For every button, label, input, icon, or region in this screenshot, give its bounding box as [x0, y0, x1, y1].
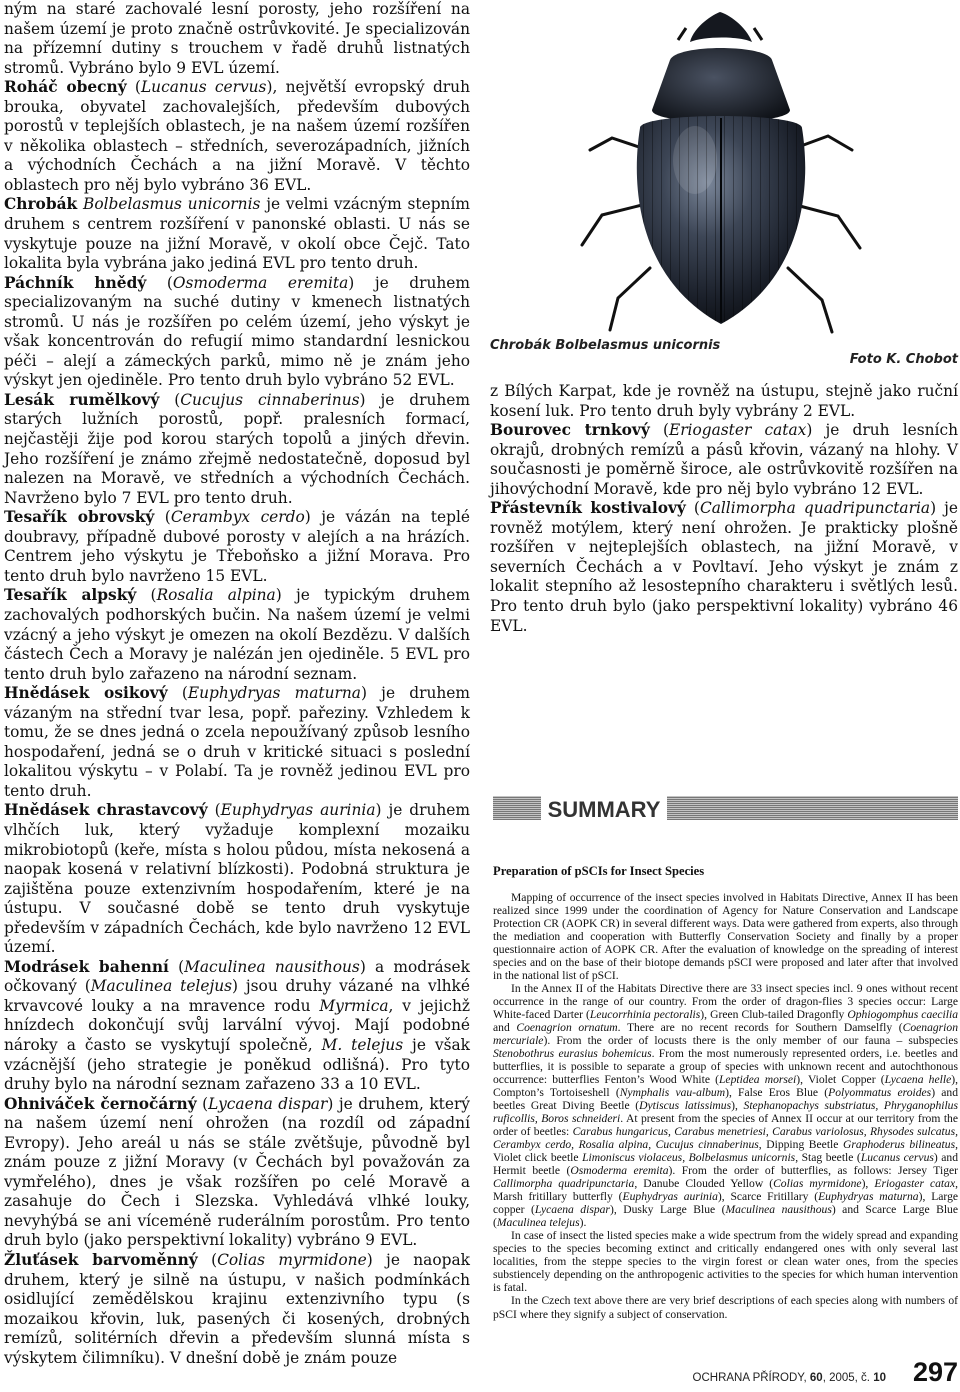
latin-name-italic: Maculinea telejus: [496, 1216, 580, 1230]
para-intro-continued: ným na staré zachovalé lesní porosty, jeho rozšíření na našem území je proto značně ostrůvkovité. Je specializován na přízemní dutiny s trouchem v řadě druhů listnatých stromů. Vybráno bylo 9 EVL území.: [4, 0, 470, 77]
latin-name-italic: Colias myrmidone: [773, 1177, 862, 1191]
para-bolbelasmus-unicornis: Chrobák Bolbelasmus unicornis je velmi vzácným stepním druhem s centrem rozšíření v panonské oblasti. U nás se vyskytuje pouze na jižní Moravě, v okolí obce Čejč. Tato lokalita byla vybrána jako jediná EVL pro tento druh.: [4, 195, 470, 273]
summary-title: Preparation of pSCIs for Insect Species: [493, 864, 705, 878]
latin-name-italic: Colias myrmidone: [217, 1251, 367, 1269]
latin-name-italic: Leucorrhinia pectoralis: [589, 1008, 701, 1022]
species-name-bold: Lesák rumělkový: [4, 390, 160, 409]
species-name-bold: Páchník hnědý: [4, 273, 147, 292]
latin-name-italic: Stephanopachys substriatus, Phryganophilus ruficollis, Boros schneideri: [493, 1099, 958, 1126]
para-euphydryas-aurinia: Hnědásek chrastavcový (Euphydryas aurinia) je druhem vlhčích luk, který vyžaduje komplexní mozaiku mikrobiotopů (keře, místa s holou půdou, místa nekosená a naopak kosená v relativní blízkosti). Podobná struktura je zajištěna pouze extenzivním hospodařením, které je na ústupu. V současné době se tento druh vyskytuje především v západních Čechách, kde bylo navrženo 12 EVL území.: [4, 801, 470, 957]
para-cucujus-cinnaberinus: Lesák rumělkový (Cucujus cinnaberinus) je druhem starých lužních porostů, popř. pralesních formací, nejčastěji žije pod korou starých topolů a jiných dřevin. Jeho rozšíření je známo zřejmě nedostatečně, doposud byl nalezen na Moravě, ve středních a východních Čechách. Navrženo bylo 7 EVL pro tento druh.: [4, 390, 470, 507]
latin-name-italic: Cerambyx cerdo: [170, 508, 305, 527]
summary-para-2: In the Annex II of the Habitats Directive there are 33 insect species incl. 9 ones without recent occurrence in the range of our country. From the order of dragon-flies 3 species occur: Large White-faced Darter (Leucorrhinia pectoralis), Green Club-tailed Dragonfly Ophiogomphus caecilia and Coenagrion ornatum. There are no recent records for Southern Damselfly (Coenagrion mercuriale). From the order of locusts there is the only member of our fauna – subspecies Stenobothrus eurasius bohemicus. From the most numerously represented orders, i.e. beetles and butterflies, it is possible to separate a group of species with unknown recent and autochthonous occurrence: butterflies Fenton’s Wood White (Leptidea morsei), Violet Copper (Lycaena helle), Compton’s Tortoiseshell (Nymphalis vau-album), False Eros Blue (Polyommatus eroides) and beetles Great Diving Beetle (Dytiscus latissimus), Stephanopachys substriatus, Phryganophilus ruficollis, Boros schneideri. At present from the species of Annex II occur at our territory from the order of beetles: Carabus hungaricus, Carabus menetriesi, Carabus variolosus, Rhysodes sulcatus, Cerambyx cerdo, Rosalia alpina, Cucujus cinnaberinus, Dipping Beetle Graphoderus bilineatus, Violet click beetle Limoniscus violaceus, Bolbelasmus unicornis, Stag beetle (Lucanus cervus) and Hermit beetle (Osmoderma eremita). From the order of butterflies, as follows: Jersey Tiger Callimorpha quadripunctaria, Danube Clouded Yellow (Colias myrmidone), Eriogaster catax, Marsh fritillary butterfly (Euphydryas aurinia), Scarce Fritillary (Euphydryas maturna), Large copper (Lycaena dispar), Dusky Large Blue (Maculinea nausithous) and Scarce Large Blue (Maculinea telejus).: [493, 982, 959, 1230]
species-name-bold: Roháč obecný: [4, 78, 127, 97]
para-eriogaster-catax: Bourovec trnkový (Eriogaster catax) je druh lesních okrajů, drobných remízů a pásů křovin, vázaný na hlohy. V současnosti je poměrně široce, ale ostrůvkovitě rozšířen na jihovýchodní Moravě, kde pro něj bylo vybráno 12 EVL.: [490, 421, 959, 498]
latin-name-italic: Cucujus cinnaberinus: [180, 390, 360, 409]
latin-name-italic: Euphydryas maturna: [818, 1190, 919, 1204]
para-lycaena-dispar: Ohniváček černočárný (Lycaena dispar) je druhem, který na našem území není ohrožen (na rozdíl od západní Evropy). Jeho areál u nás se stále zvětšuje, původně byl znám pouze z jižní Moravy (v Čechách byl považován za vymřelého), dnes je však rozšířen po celé Moravě a zasahuje do Čech i Slezska. Vyhledává vlhké louky, nevyhýbá se ani víceméně ruderálním porostům. Pro tento druh bylo (jako perspektivní lokality) vybráno 9 EVL.: [4, 1094, 470, 1250]
journal-citation: [693, 1372, 886, 1384]
journal-volume: 60: [809, 1372, 823, 1384]
latin-name-italic: Maculinea nausithous: [725, 1203, 832, 1217]
journal-issue: 10: [873, 1372, 886, 1384]
para-maculinea: Modrásek bahenní (Maculinea nausithous) a modrásek očkovaný (Maculinea telejus) jsou druhy vázané na vlhké krvavcové louky a na mravence rodu Myrmica, v jejichž hnízdech dokončují svůj larvální vývoj. Mají podobné nároky a často se vyskytují společně, M. telejus je však vzácnější (jeho strategie je poněkud odlišná). Pro tyto druhy bylo na národní seznam zařazeno 33 a 10 EVL.: [4, 957, 471, 1094]
latin-name-italic: M. telejus: [321, 1035, 404, 1054]
species-name-bold: Žluťásek barvoměnný: [4, 1251, 198, 1269]
latin-name-italic: Lycaena dispar: [208, 1094, 328, 1113]
latin-name-italic: Stenobothrus eurasius bohemicus: [493, 1047, 652, 1061]
latin-name-italic: Rosalia alpina: [156, 586, 276, 605]
article-right-column: [490, 382, 958, 636]
latin-name-italic: Nymphalis vau-album: [619, 1086, 726, 1100]
species-name-bold: Přástevník kostivalový: [490, 499, 686, 518]
para-lucanus-cervus: Roháč obecný (Lucanus cervus), největší evropský druh brouka, obyvatel zachovalejších, především dubových porostů v teplejších oblastech, je na našem území rozšířen v několika oblastech – středních, severozápadních, jižních a východních Čechách a na jižní Moravě. V těchto oblastech pro něj bylo vybráno 36 EVL.: [4, 78, 470, 194]
latin-name-italic: Euphydryas aurinia: [220, 801, 376, 820]
latin-name-italic: Callimorpha quadripunctaria: [493, 1177, 635, 1191]
para-cerambyx-cerdo: Tesařík obrovský (Cerambyx cerdo) je vázán na teplé doubravy, případně dubové porosty v alejích a na hrázích. Centrem jeho výskytu je Třeboňsko a jižní Morava. Pro tento druh bylo navrženo 15 EVL.: [4, 508, 470, 585]
latin-name-italic: Maculinea telejus: [90, 977, 233, 996]
para-colias-myrmidone: Žluťásek barvoměnný (Colias myrmidone) je naopak druhem, který je silně na ústupu, v našich podmínkách osidlující zemědělskou krajinu extenzivního typu (s mozaikou křovin, luk, pasených či kosených, drobných remízů, solitérních dřevin a především slunná místa s výskytem čilimníku). V dnešní době je znám pouze: [4, 1251, 470, 1367]
latin-name-italic: Maculinea nausithous: [184, 957, 360, 976]
species-name-bold: Tesařík alpský: [4, 586, 137, 605]
para-osmoderma-eremita: Páchník hnědý (Osmoderma eremita) je druhem specializovaným na suché dutiny v kmenech listnatých stromů. U nás je rozšířen po celém území, jeho výskyt je však koncentrován do refugií mimo standardní lesnickou péči – alejí a zámeckých parků, mimo ně je znám jeho výskyt jen ojediněle. Pro tento druh bylo vybráno 52 EVL.: [4, 273, 470, 390]
latin-name-italic: Osmoderma eremita: [172, 273, 349, 292]
summary-para-1: Mapping of occurrence of the insect species involved in Habitats Directive, Annex II has been realized since 1999 under the coordination of Agency for Nature Conservation and Landscape Protection CR (AOPK CR) in several different ways. Data were gathered from experts, also through the mediation and cooperation with Butterfly Conservation Society and finally by a proper questionnaire action of AOPK CR. After the evaluation of knowledge on the spreading of interest species and on the base of their biotope demands pSCI were proposed and later after that involved in the national list of pSCI.: [493, 891, 958, 983]
latin-name-italic: Dytiscus latissimus: [639, 1099, 732, 1113]
latin-name-italic: Euphydryas maturna: [187, 684, 361, 703]
species-name-bold: Ohniváček černočárný: [4, 1094, 197, 1113]
latin-name-italic: Lycaena dispar: [534, 1203, 610, 1217]
species-name-bold: Hnědásek osikový: [4, 684, 168, 703]
latin-name-italic: Coenagrion mercuriale: [493, 1021, 958, 1048]
latin-name-italic: Lucanus cervus: [140, 78, 267, 97]
journal-name: OCHRANA PŘÍRODY,: [692, 1372, 810, 1384]
latin-name-italic: Euphydryas aurinia: [622, 1190, 718, 1204]
latin-name-italic: Polyommatus eroides: [828, 1086, 932, 1100]
para-rosalia-alpina: Tesařík alpský (Rosalia alpina) je typickým druhem zachovalých podhorských bučin. Na našem území je velmi vzácný a jeho výskyt je omezen na okolí Bezdězu. V dalších částech Čech a Moravy je nalézán jen ojediněle. 5 EVL pro tento druh bylo zařazeno na národní seznam.: [4, 586, 471, 683]
latin-name-italic: Limoniscus violaceus, Bolbelasmus unicornis: [582, 1151, 796, 1165]
latin-name-italic: Myrmica: [319, 996, 389, 1015]
latin-name-italic: Bolbelasmus unicornis: [83, 195, 261, 214]
species-name-bold: Chrobák: [4, 195, 78, 214]
latin-name-italic: Osmoderma eremita: [570, 1164, 669, 1178]
summary-para-4: In the Czech text above there are very brief descriptions of each species along with numbers of pSCI where they signify a subject of conservation.: [493, 1294, 958, 1321]
journal-year: , 2005, č.: [822, 1372, 874, 1384]
para-euphydryas-maturna: Hnědásek osikový (Euphydryas maturna) je druhem vázaným na střední tvar lesa, popř. pařeziny. Vzhledem k tomu, že se dnes jedná o zcela nepoužívaný způsob lesního hospodaření, jedná se o druh v kritické situaci s poslední lokalitou výskytu – v Polabí. Ta je rovněž jedinou EVL pro tento druh.: [4, 684, 470, 800]
beetle-icon: [490, 0, 958, 338]
page-footer: [660, 1357, 958, 1388]
latin-name-italic: Callimorpha quadripunctaria: [699, 499, 931, 518]
summary-heading: SUMMARY: [541, 794, 667, 826]
beetle-photo: [490, 0, 958, 338]
page-number: 297: [912, 1357, 958, 1387]
species-name-bold: Modrásek bahenní: [4, 957, 169, 976]
species-name-bold: Bourovec trnkový: [490, 421, 650, 440]
latin-name-italic: Leptidea morsei: [718, 1073, 797, 1087]
latin-name-italic: Eriogaster catax: [668, 421, 807, 440]
article-left-column: [4, 0, 470, 1368]
latin-name-italic: Graphoderus bilineatus: [842, 1138, 956, 1152]
latin-name-italic: Lycaena helle: [884, 1073, 952, 1087]
latin-name-italic: Carabus hungaricus, Carabus menetriesi, Carabus variolosus, Rhysodes sulcatus, Cerambyx cerdo, Rosalia alpina, Cucujus cinnaberinus: [493, 1125, 958, 1152]
latin-name-italic: Eriogaster catax: [874, 1177, 956, 1191]
para-colias-continued: z Bílých Karpat, kde je rovněž na ústupu, stejně jako ruční kosení luk. Pro tento druh byly vybrány 2 EVL.: [490, 382, 958, 420]
latin-name-italic: Lucanus cervus: [860, 1151, 934, 1165]
species-name-bold: Tesařík obrovský: [4, 508, 155, 527]
species-name-bold: Hnědásek chrastavcový: [4, 801, 208, 820]
para-callimorpha: Přástevník kostivalový (Callimorpha quadripunctaria) je rovněž motýlem, který není ohrožen. Je prakticky plošně rozšířen v nejteplejších oblastech, na jižní Moravě, v severních Čechách a v Povltaví. Jeho výskyt je znám z lokalit stepního až lesostepního charakteru i světlých lesů. Pro tento druh bylo (jako perspektivní lokality) vybráno 46 EVL.: [490, 499, 959, 635]
caption-title: Chrobák Bolbelasmus unicornis: [490, 338, 721, 353]
summary-para-3: In case of insect the listed species make a wide spectrum from the widely spread and expanding species to the species becoming extinct and critically endangered ones with only several last localities, from the steppe species to the virgin forest or clean water ones, from the species substiencely depending on the anthropogenic activities to the species for which human intervention is fatal.: [493, 1229, 958, 1295]
summary-body: [493, 891, 958, 1321]
latin-name-italic: Ophiogomphus caecilia: [847, 1008, 958, 1022]
photo-credit: Foto K. Chobot: [849, 352, 958, 367]
latin-name-italic: Coenagrion ornatum: [516, 1021, 618, 1035]
